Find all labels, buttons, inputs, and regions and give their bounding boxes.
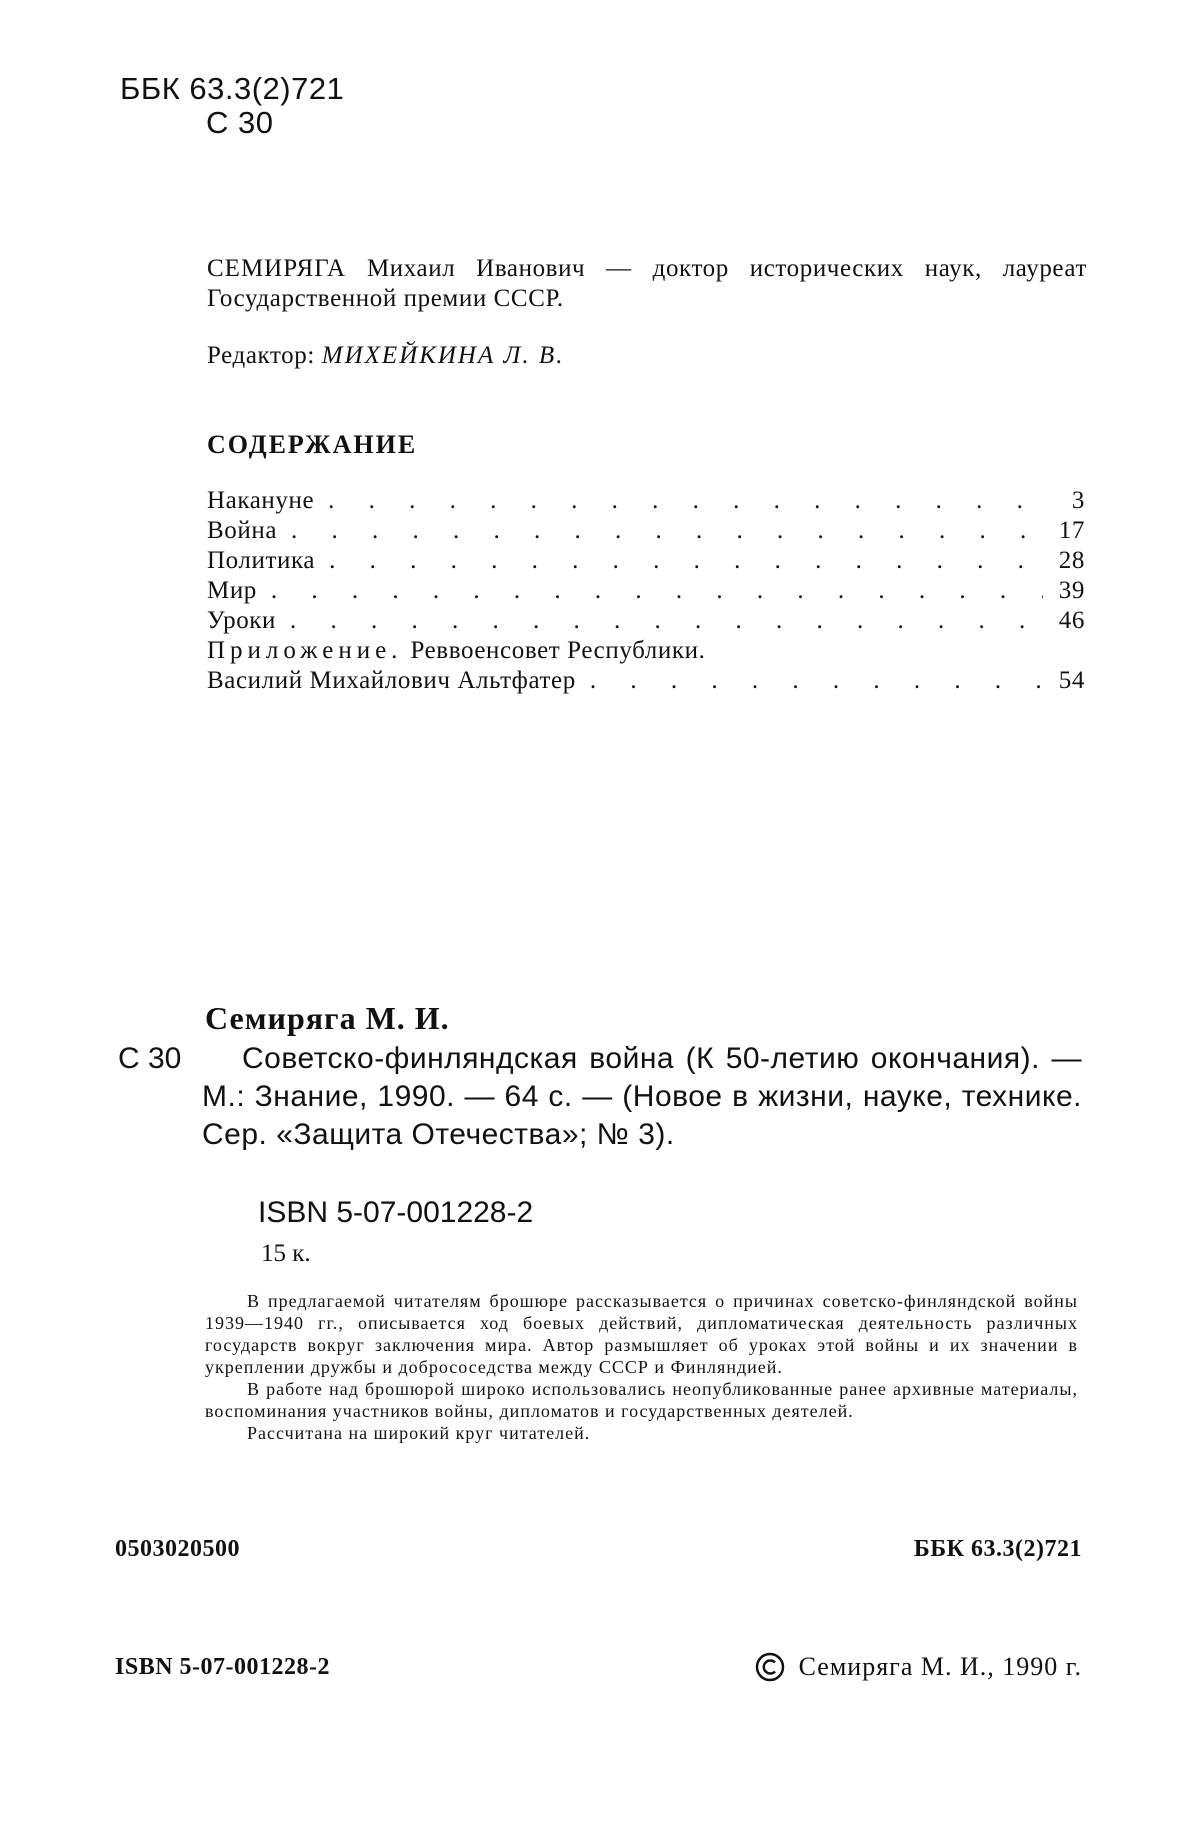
copyright-line (755, 1652, 1082, 1682)
toc-item-label: Уроки (207, 607, 277, 634)
annotation (205, 1290, 1078, 1444)
toc-item-page: 46 (1058, 607, 1085, 634)
appendix-title: Реввоенсовет Республики. (410, 637, 706, 664)
toc-leader (328, 486, 1043, 516)
toc-item-page: 3 (1071, 487, 1085, 514)
bbk-code: ББК 63.3(2)721 (120, 71, 345, 106)
publisher-code: 0503020500 (115, 1536, 240, 1562)
toc-leader (329, 546, 1043, 576)
toc-leader (271, 576, 1043, 606)
author-surname: СЕМИРЯГА (207, 255, 347, 282)
footer-isbn: ISBN 5-07-001228-2 (115, 1654, 331, 1680)
editor-line (207, 342, 564, 370)
appendix-prefix: Приложение. (207, 637, 403, 664)
author-note (207, 254, 1087, 314)
copyright-icon (755, 1652, 785, 1682)
toc-appendix-title (207, 636, 1085, 666)
copyright-text: Семиряга М. И., 1990 г. (798, 1652, 1082, 1681)
toc-item (207, 516, 1085, 546)
bibliographic-sign: С 30 (118, 1042, 182, 1075)
toc-item-page: 17 (1058, 517, 1085, 544)
classification-block (120, 72, 344, 140)
toc-item (207, 546, 1085, 576)
annotation-paragraph: В работе над брошюрой широко использовались неопубликованные ранее архивные материалы, воспоминания участников войны, дипломатов и государственных деятелей. (205, 1379, 1078, 1421)
toc-item (207, 486, 1085, 516)
toc-item-label: Мир (207, 577, 257, 604)
toc-item-page: 39 (1058, 577, 1085, 604)
author-index: С 30 (206, 105, 274, 140)
bibliographic-description: Советско-финляндская война (К 50-летию окончания). — М.: Знание, 1990. — 64 с. — (Новое в жизни, науке, технике. Сер. «Защита Отечества»; № 3). (202, 1042, 1082, 1151)
annotation-paragraph: Рассчитана на широкий круг читателей. (247, 1423, 591, 1443)
editor-label: Редактор: (207, 342, 315, 369)
table-of-contents (207, 486, 1085, 696)
toc-item (207, 606, 1085, 636)
toc-leader (590, 666, 1043, 696)
toc-item (207, 576, 1085, 606)
footer-bbk: ББК 63.3(2)721 (913, 1536, 1082, 1562)
toc-item-label: Политика (207, 547, 316, 574)
toc-appendix-item (207, 666, 1085, 696)
author-description: Михаил Иванович — доктор исторических наук, лауреат Государственной премии СССР. (207, 255, 1087, 312)
editor-name: МИХЕЙКИНА Л. В. (321, 342, 565, 369)
toc-leader (291, 516, 1043, 546)
bibliographic-author: Семиряга М. И. (205, 1000, 450, 1036)
appendix-person: Василий Михайлович Альтфатер (207, 667, 576, 694)
toc-item-label: Война (207, 517, 278, 544)
contents-heading: СОДЕРЖАНИЕ (207, 430, 418, 459)
toc-item-label: Накануне (207, 487, 315, 514)
toc-item-page: 28 (1058, 547, 1085, 574)
bibliographic-price: 15 к. (261, 1240, 311, 1267)
bibliographic-isbn: ISBN 5-07-001228-2 (258, 1196, 534, 1229)
annotation-paragraph: В предлагаемой читателям брошюре рассказывается о причинах советско-финляндской войны 1939—1940 гг., описывается ход боевых действий, дипломатическая деятельность различных государств вокруг заключения мира. Автор размышляет об уроках этой войны и их значении в укреплении дружбы и добрососедства между СССР и Финляндией. (205, 1291, 1078, 1377)
toc-leader (290, 606, 1043, 636)
appendix-page: 54 (1058, 667, 1085, 694)
